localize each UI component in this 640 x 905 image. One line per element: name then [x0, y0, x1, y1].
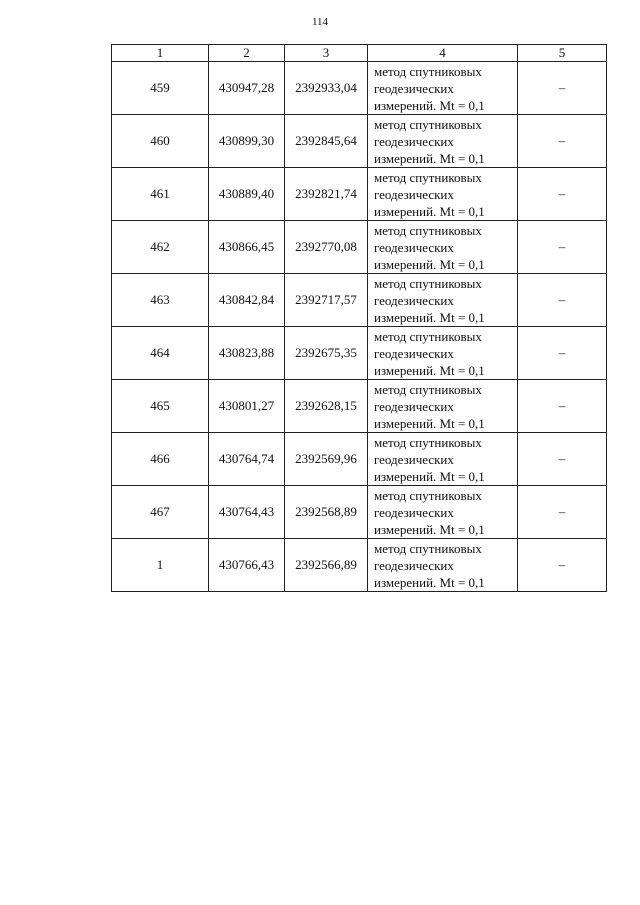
method-text-line: метод спутниковых [374, 116, 482, 132]
y-coordinate-cell: 2392628,15 [285, 380, 368, 433]
table-row [112, 274, 607, 327]
note-cell: – [518, 221, 607, 274]
table-row [112, 62, 607, 115]
y-coordinate-cell: 2392933,04 [285, 62, 368, 115]
point-number-cell: 460 [112, 115, 209, 168]
note-cell: – [518, 274, 607, 327]
header-col-1: 1 [112, 45, 209, 62]
method-text-line: измерений. Mt = 0,1 [374, 521, 485, 537]
table-row [112, 327, 607, 380]
x-coordinate-cell: 430947,28 [209, 62, 285, 115]
method-text-line: метод спутниковых [374, 63, 482, 79]
method-text-line: метод спутниковых [374, 381, 482, 397]
method-text-line: измерений. Mt = 0,1 [374, 362, 485, 378]
note-cell: – [518, 168, 607, 221]
method-text-line: геодезических [374, 557, 454, 573]
x-coordinate-cell: 430764,43 [209, 486, 285, 539]
header-col-3: 3 [285, 45, 368, 62]
y-coordinate-cell: 2392770,08 [285, 221, 368, 274]
method-text-line: измерений. Mt = 0,1 [374, 256, 485, 272]
table-body [112, 62, 607, 592]
point-number-cell: 467 [112, 486, 209, 539]
method-text-line: метод спутниковых [374, 222, 482, 238]
header-col-4: 4 [368, 45, 518, 62]
note-cell: – [518, 380, 607, 433]
method-text-line: измерений. Mt = 0,1 [374, 415, 485, 431]
x-coordinate-cell: 430823,88 [209, 327, 285, 380]
method-text-line: измерений. Mt = 0,1 [374, 574, 485, 590]
y-coordinate-cell: 2392821,74 [285, 168, 368, 221]
point-number-cell: 1 [112, 539, 209, 592]
x-coordinate-cell: 430842,84 [209, 274, 285, 327]
method-cell [368, 380, 518, 433]
table-row [112, 221, 607, 274]
note-cell: – [518, 539, 607, 592]
y-coordinate-cell: 2392569,96 [285, 433, 368, 486]
point-number-cell: 465 [112, 380, 209, 433]
table-row [112, 115, 607, 168]
method-cell [368, 539, 518, 592]
method-cell [368, 433, 518, 486]
table-row [112, 168, 607, 221]
method-cell [368, 486, 518, 539]
y-coordinate-cell: 2392717,57 [285, 274, 368, 327]
table-row [112, 380, 607, 433]
note-cell: – [518, 486, 607, 539]
table-row [112, 433, 607, 486]
method-text-line: геодезических [374, 292, 454, 308]
coordinates-table [111, 44, 607, 592]
method-text-line: измерений. Mt = 0,1 [374, 309, 485, 325]
method-text-line: геодезических [374, 186, 454, 202]
note-cell: – [518, 115, 607, 168]
header-col-5: 5 [518, 45, 607, 62]
table-header [112, 45, 607, 62]
method-cell [368, 62, 518, 115]
x-coordinate-cell: 430866,45 [209, 221, 285, 274]
point-number-cell: 466 [112, 433, 209, 486]
method-text-line: метод спутниковых [374, 540, 482, 556]
note-cell: – [518, 433, 607, 486]
y-coordinate-cell: 2392845,64 [285, 115, 368, 168]
table-row [112, 486, 607, 539]
y-coordinate-cell: 2392566,89 [285, 539, 368, 592]
header-col-2: 2 [209, 45, 285, 62]
y-coordinate-cell: 2392568,89 [285, 486, 368, 539]
method-cell [368, 115, 518, 168]
method-text-line: измерений. Mt = 0,1 [374, 468, 485, 484]
method-text-line: метод спутниковых [374, 328, 482, 344]
x-coordinate-cell: 430899,30 [209, 115, 285, 168]
method-cell [368, 274, 518, 327]
point-number-cell: 463 [112, 274, 209, 327]
point-number-cell: 461 [112, 168, 209, 221]
method-text-line: геодезических [374, 80, 454, 96]
table-row [112, 539, 607, 592]
method-text-line: метод спутниковых [374, 169, 482, 185]
method-text-line: геодезических [374, 451, 454, 467]
method-text-line: измерений. Mt = 0,1 [374, 97, 485, 113]
note-cell: – [518, 62, 607, 115]
method-text-line: геодезических [374, 239, 454, 255]
point-number-cell: 462 [112, 221, 209, 274]
method-text-line: метод спутниковых [374, 434, 482, 450]
method-text-line: геодезических [374, 398, 454, 414]
method-text-line: метод спутниковых [374, 487, 482, 503]
x-coordinate-cell: 430764,74 [209, 433, 285, 486]
method-text-line: геодезических [374, 504, 454, 520]
x-coordinate-cell: 430801,27 [209, 380, 285, 433]
method-text-line: геодезических [374, 133, 454, 149]
method-cell [368, 327, 518, 380]
point-number-cell: 464 [112, 327, 209, 380]
y-coordinate-cell: 2392675,35 [285, 327, 368, 380]
method-text-line: геодезических [374, 345, 454, 361]
note-cell: – [518, 327, 607, 380]
x-coordinate-cell: 430889,40 [209, 168, 285, 221]
method-text-line: измерений. Mt = 0,1 [374, 150, 485, 166]
header-row [112, 45, 607, 62]
x-coordinate-cell: 430766,43 [209, 539, 285, 592]
page-number: 114 [311, 16, 329, 28]
method-text-line: измерений. Mt = 0,1 [374, 203, 485, 219]
method-cell [368, 168, 518, 221]
point-number-cell: 459 [112, 62, 209, 115]
method-cell [368, 221, 518, 274]
method-text-line: метод спутниковых [374, 275, 482, 291]
